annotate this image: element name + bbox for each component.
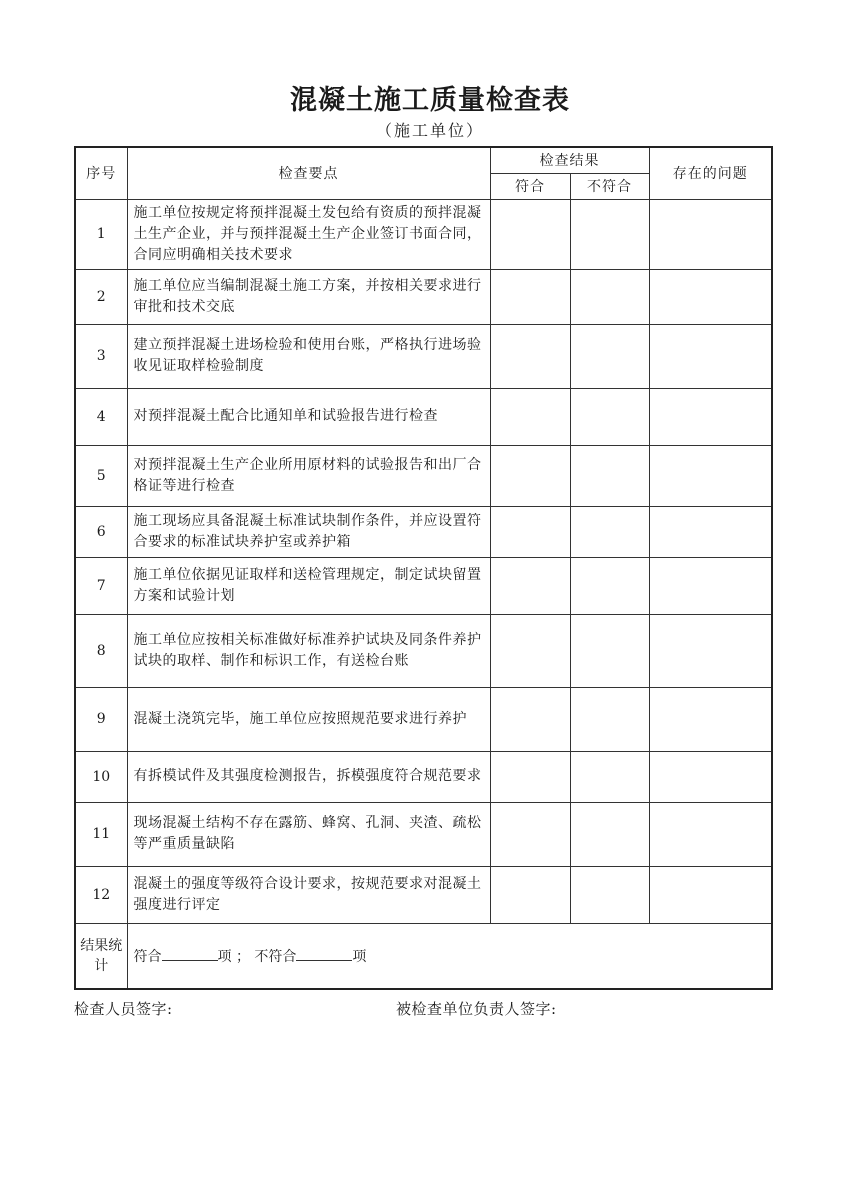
not-ok-cell[interactable] bbox=[570, 324, 649, 388]
ok-cell[interactable] bbox=[490, 802, 570, 866]
not-ok-cell[interactable] bbox=[570, 802, 649, 866]
issues-cell[interactable] bbox=[649, 802, 772, 866]
not-ok-cell[interactable] bbox=[570, 445, 649, 506]
inspection-table bbox=[74, 146, 773, 990]
not-ok-cell[interactable] bbox=[570, 614, 649, 687]
ok-cell[interactable] bbox=[490, 687, 570, 751]
ok-cell[interactable] bbox=[490, 445, 570, 506]
ok-cell[interactable] bbox=[490, 388, 570, 445]
table-row bbox=[75, 506, 772, 557]
row-number: 2 bbox=[75, 269, 127, 324]
table-row bbox=[75, 687, 772, 751]
inspected-unit-signature-label: 被检查单位负责人签字: bbox=[396, 1000, 557, 1018]
row-check-point: 建立预拌混凝土进场检验和使用台账，严格执行进场验收见证取样检验制度 bbox=[127, 324, 490, 388]
summary-row bbox=[75, 923, 772, 989]
row-number: 5 bbox=[75, 445, 127, 506]
row-check-point: 施工单位应当编制混凝土施工方案，并按相关要求进行审批和技术交底 bbox=[127, 269, 490, 324]
ok-cell[interactable] bbox=[490, 199, 570, 269]
table-row bbox=[75, 614, 772, 687]
summary-text bbox=[127, 923, 772, 989]
table-row bbox=[75, 388, 772, 445]
issues-cell[interactable] bbox=[649, 445, 772, 506]
issues-cell[interactable] bbox=[649, 199, 772, 269]
ok-cell[interactable] bbox=[490, 614, 570, 687]
issues-cell[interactable] bbox=[649, 557, 772, 614]
issues-cell[interactable] bbox=[649, 388, 772, 445]
page-subtitle: （施工单位） bbox=[375, 121, 484, 140]
row-check-point: 对预拌混凝土配合比通知单和试验报告进行检查 bbox=[127, 388, 490, 445]
row-number: 12 bbox=[75, 866, 127, 923]
issues-cell[interactable] bbox=[649, 614, 772, 687]
summary-not-ok-label: 不符合 bbox=[254, 948, 297, 965]
row-number: 1 bbox=[75, 199, 127, 269]
inspector-signature-label: 检查人员签字: bbox=[74, 1000, 173, 1018]
not-ok-cell[interactable] bbox=[570, 269, 649, 324]
row-number: 10 bbox=[75, 751, 127, 802]
table-row bbox=[75, 269, 772, 324]
summary-ok-label: 符合 bbox=[133, 948, 162, 965]
ok-cell[interactable] bbox=[490, 866, 570, 923]
ok-cell[interactable] bbox=[490, 751, 570, 802]
row-number: 11 bbox=[75, 802, 127, 866]
summary-not-ok-count-blank[interactable] bbox=[296, 948, 352, 961]
header-not-ok: 不符合 bbox=[570, 173, 649, 199]
row-check-point: 混凝土浇筑完毕，施工单位应按照规范要求进行养护 bbox=[127, 687, 490, 751]
header-issues: 存在的问题 bbox=[649, 147, 772, 199]
not-ok-cell[interactable] bbox=[570, 866, 649, 923]
row-number: 3 bbox=[75, 324, 127, 388]
row-number: 8 bbox=[75, 614, 127, 687]
issues-cell[interactable] bbox=[649, 866, 772, 923]
table-row bbox=[75, 199, 772, 269]
header-ok: 符合 bbox=[490, 173, 570, 199]
ok-cell[interactable] bbox=[490, 557, 570, 614]
table-row bbox=[75, 802, 772, 866]
row-check-point: 施工单位按规定将预拌混凝土发包给有资质的预拌混凝土生产企业，并与预拌混凝土生产企业签订书面合同，合同应明确相关技术要求 bbox=[127, 199, 490, 269]
header-seq: 序号 bbox=[75, 147, 127, 199]
not-ok-cell[interactable] bbox=[570, 199, 649, 269]
summary-ok-suffix: 项 ； bbox=[217, 948, 250, 965]
page-title: 混凝土施工质量检查表 bbox=[290, 85, 570, 116]
issues-cell[interactable] bbox=[649, 269, 772, 324]
table-row bbox=[75, 445, 772, 506]
row-number: 4 bbox=[75, 388, 127, 445]
table-row bbox=[75, 557, 772, 614]
issues-cell[interactable] bbox=[649, 751, 772, 802]
ok-cell[interactable] bbox=[490, 269, 570, 324]
issues-cell[interactable] bbox=[649, 687, 772, 751]
summary-ok-count-blank[interactable] bbox=[162, 948, 218, 961]
not-ok-cell[interactable] bbox=[570, 687, 649, 751]
row-check-point: 施工单位应按相关标准做好标准养护试块及同条件养护试块的取样、制作和标识工作，有送检台账 bbox=[127, 614, 490, 687]
issues-cell[interactable] bbox=[649, 324, 772, 388]
row-number: 7 bbox=[75, 557, 127, 614]
row-number: 9 bbox=[75, 687, 127, 751]
header-points: 检查要点 bbox=[127, 147, 490, 199]
table-row bbox=[75, 751, 772, 802]
not-ok-cell[interactable] bbox=[570, 557, 649, 614]
not-ok-cell[interactable] bbox=[570, 751, 649, 802]
row-check-point: 施工单位依据见证取样和送检管理规定，制定试块留置方案和试验计划 bbox=[127, 557, 490, 614]
summary-not-ok-suffix: 项 bbox=[352, 948, 367, 965]
ok-cell[interactable] bbox=[490, 324, 570, 388]
row-check-point: 现场混凝土结构不存在露筋、蜂窝、孔洞、夹渣、疏松等严重质量缺陷 bbox=[127, 802, 490, 866]
not-ok-cell[interactable] bbox=[570, 506, 649, 557]
summary-label: 结果统计 bbox=[75, 923, 127, 989]
ok-cell[interactable] bbox=[490, 506, 570, 557]
not-ok-cell[interactable] bbox=[570, 388, 649, 445]
header-result: 检查结果 bbox=[490, 147, 649, 173]
table-row bbox=[75, 324, 772, 388]
issues-cell[interactable] bbox=[649, 506, 772, 557]
row-check-point: 施工现场应具备混凝土标准试块制作条件，并应设置符合要求的标准试块养护室或养护箱 bbox=[127, 506, 490, 557]
table-row bbox=[75, 866, 772, 923]
row-check-point: 混凝土的强度等级符合设计要求，按规范要求对混凝土强度进行评定 bbox=[127, 866, 490, 923]
row-check-point: 对预拌混凝土生产企业所用原材料的试验报告和出厂合格证等进行检查 bbox=[127, 445, 490, 506]
row-check-point: 有拆模试件及其强度检测报告，拆模强度符合规范要求 bbox=[127, 751, 490, 802]
row-number: 6 bbox=[75, 506, 127, 557]
